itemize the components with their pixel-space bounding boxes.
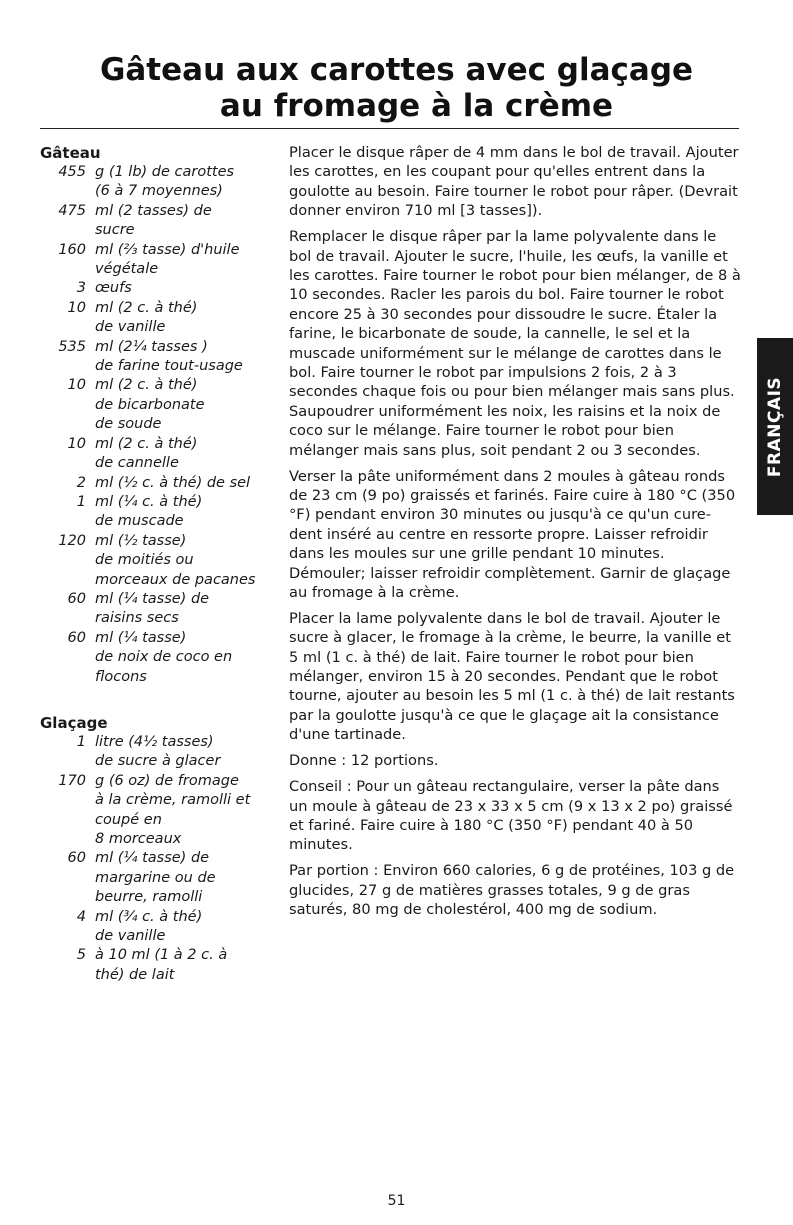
ingredient-amount: 2 xyxy=(76,474,86,491)
ingredient-description: g (1 lb) de carottes (6 à 7 moyennes) xyxy=(95,164,235,200)
ingredient-description: ml (½ c. à thé) de sel xyxy=(95,474,251,491)
ingredient-description: ml (¼ tasse) de raisins secs xyxy=(95,590,210,627)
ingredient-item xyxy=(40,376,272,434)
ingredients-column xyxy=(40,143,272,985)
ingredient-item xyxy=(40,474,272,493)
ingredient-item xyxy=(40,163,272,202)
ingredient-item xyxy=(40,590,272,629)
ingredient-description: ml (2 tasses) de sucre xyxy=(95,202,212,239)
ingredient-amount: 455 xyxy=(58,164,86,180)
ingredient-amount: 60 xyxy=(67,629,86,646)
instructions-column xyxy=(289,143,741,926)
ingredient-amount: 170 xyxy=(58,772,86,789)
ingredient-amount: 475 xyxy=(58,202,86,219)
ingredient-item xyxy=(40,241,272,280)
language-tab xyxy=(757,338,793,515)
ingredient-item xyxy=(40,202,272,241)
cake-ingredient-list xyxy=(40,163,272,687)
ingredient-amount: 3 xyxy=(76,280,86,297)
instruction-paragraph: Placer le disque râper de 4 mm dans le bol de travail. Ajouter les carottes, en les coupant pour qu'elles entrent dans la goulotte au besoin. Faire tourner le robot pour râper. (Devrait donner environ 710 ml [3 tasses]). xyxy=(289,144,739,220)
instruction-paragraph: Remplacer le disque râper par la lame polyvalente dans le bol de travail. Ajouter le sucre, l'huile, les œufs, la vanille et les carottes. Faire tourner le robot pour bien mélanger, de 8 à 10 secondes. Racler les parois du bol. Faire tourner le robot encore 25 à 30 secondes pour dissoudre le sucre. Étaler la farine, le bicarbonate de soude, la cannelle, le sel et la muscade uniformément sur le mélange de carottes dans le bol. Faire tourner le robot par impulsions 2 fois, 2 à 3 secondes chaque fois ou pour bien mélanger mais sans plus. Saupoudrer uniformément les noix, les raisins et la noix de coco sur le mélange. Faire tourner le robot pour bien mélanger mais sans plus, soit pendant 2 ou 3 secondes. xyxy=(289,228,741,459)
ingredient-description: ml (2¼ tasses ) de farine tout-usage xyxy=(95,338,243,375)
ingredient-amount: 10 xyxy=(67,299,86,316)
ingredient-amount: 4 xyxy=(76,908,86,925)
ingredient-amount: 120 xyxy=(58,532,86,549)
ingredient-description: à 10 ml (1 à 2 c. à thé) de lait xyxy=(95,947,228,983)
ingredient-item xyxy=(40,279,272,298)
ingredient-description: litre (4½ tasses) de sucre à glacer xyxy=(95,733,221,770)
ingredient-amount: 5 xyxy=(76,947,86,964)
ingredient-item xyxy=(40,849,272,907)
language-tab-label: FRANÇAIS xyxy=(765,376,785,477)
ingredient-description: ml (¾ c. à thé) de vanille xyxy=(95,908,203,945)
cake-heading: Gâteau xyxy=(40,144,101,162)
ingredient-description: ml (⅔ tasse) d'huile végétale xyxy=(95,241,240,278)
glaze-heading: Glaçage xyxy=(40,713,108,732)
ingredient-description: ml (¼ tasse) de noix de coco en flocons xyxy=(95,629,233,685)
glaze-ingredient-list xyxy=(40,733,272,985)
ingredient-description: ml (¼ tasse) de margarine ou de beurre, ramolli xyxy=(95,850,216,906)
ingredient-item xyxy=(40,532,272,590)
ingredient-amount: 10 xyxy=(67,377,86,394)
instruction-paragraph: Par portion : Environ 660 calories, 6 g de protéines, 103 g de glucides, 27 g de matières grasses totales, 9 g de gras saturés, 80 mg de cholestérol, 400 mg de sodium. xyxy=(289,862,735,919)
ingredient-item xyxy=(40,629,272,687)
ingredient-description: ml (2 c. à thé) de bicarbonate de soude xyxy=(95,377,205,433)
ingredient-item xyxy=(40,299,272,338)
ingredient-description: œufs xyxy=(95,280,132,297)
ingredient-amount: 160 xyxy=(58,241,86,258)
ingredient-description: ml (2 c. à thé) de vanille xyxy=(95,299,198,336)
ingredient-item xyxy=(40,338,272,377)
ingredient-description: ml (¼ c. à thé) de muscade xyxy=(95,493,203,530)
ingredient-item xyxy=(40,493,272,532)
recipe-title-line-2: au fromage à la crème xyxy=(219,88,614,124)
ingredient-amount: 60 xyxy=(67,850,86,867)
instruction-paragraph: Conseil : Pour un gâteau rectangulaire, verser la pâte dans un moule à gâteau de 23 x 33 x 5 cm (9 x 13 x 2 po) graissé et fariné. Faire cuire à 180 °C (350 °F) pendant 40 à 50 minutes. xyxy=(289,778,733,854)
ingredient-item xyxy=(40,946,272,985)
ingredient-item xyxy=(40,908,272,947)
instruction-paragraph: Donne : 12 portions. xyxy=(289,752,439,770)
instruction-paragraph: Placer la lame polyvalente dans le bol de travail. Ajouter le sucre à glacer, le fromage à la crème, le beurre, la vanille et 5 ml (1 c. à thé) de lait. Faire tourner le robot pour bien mélanger, environ 15 à 20 secondes. Pendant que le robot tourne, ajouter au besoin les 5 ml (1 c. à thé) de lait restants par la goulotte jusqu'à ce que le glaçage ait la consistance d'une tartinade. xyxy=(289,609,735,744)
ingredient-item xyxy=(40,733,272,772)
page-number: 51 xyxy=(387,1193,406,1209)
ingredient-item xyxy=(40,772,272,850)
ingredient-description: ml (½ tasse) de moitiés ou morceaux de pacanes xyxy=(95,532,256,588)
ingredient-amount: 60 xyxy=(67,590,86,607)
ingredient-amount: 10 xyxy=(67,435,86,452)
recipe-title-line-1: Gâteau aux carottes avec glaçage xyxy=(99,52,694,88)
ingredient-description: g (6 oz) de fromage à la crème, ramolli et coupé en 8 morceaux xyxy=(95,772,251,847)
title-divider xyxy=(40,128,739,129)
ingredient-amount: 1 xyxy=(76,493,86,510)
ingredient-item xyxy=(40,435,272,474)
recipe-title xyxy=(0,52,793,124)
ingredient-amount: 535 xyxy=(58,338,86,355)
ingredient-description: ml (2 c. à thé) de cannelle xyxy=(95,435,198,472)
instruction-paragraph: Verser la pâte uniformément dans 2 moules à gâteau ronds de 23 cm (9 po) graissés et farinés. Faire cuire à 180 °C (350 °F) pendant environ 30 minutes ou jusqu'à ce qu'un cure-dent inséré au centre en ressorte propre. Laisser refroidir dans les moules sur une grille pendant 10 minutes. Démouler; laisser refroidir complètement. Garnir de glaçage au fromage à la crème. xyxy=(289,467,736,601)
ingredient-amount: 1 xyxy=(76,733,86,750)
